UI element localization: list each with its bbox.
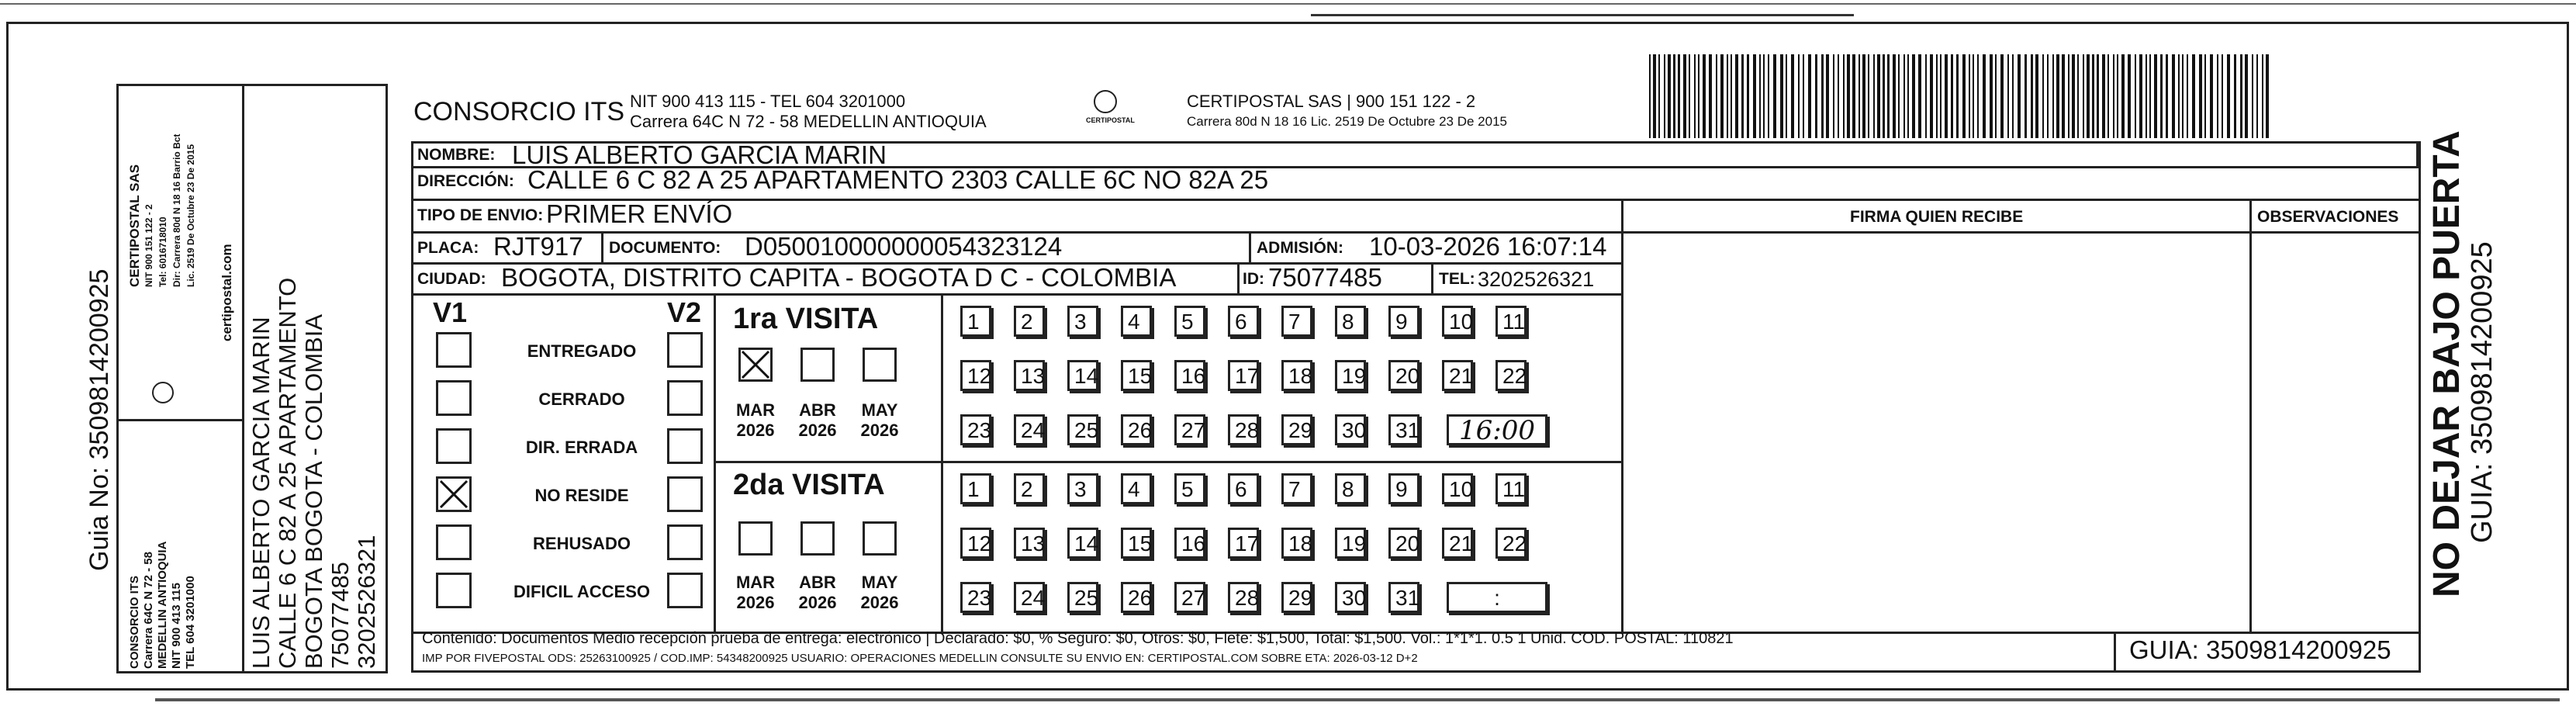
time-box[interactable]: : <box>1447 582 1547 613</box>
barcode-bar <box>1668 54 1671 138</box>
barcode-bar <box>2187 54 2188 138</box>
barcode-bar <box>1727 54 1728 138</box>
month-label <box>852 573 908 613</box>
barcode-bar <box>1821 54 1824 138</box>
barcode-bar <box>1852 54 1855 138</box>
barcode-bar <box>1753 54 1756 138</box>
day-box[interactable]: 15 <box>1121 528 1152 559</box>
barcode-bar <box>1786 54 1787 138</box>
month-year: 2026 <box>798 593 837 612</box>
day-box[interactable]: 31 <box>1388 414 1419 445</box>
barcode-bar <box>1709 54 1712 138</box>
day-box[interactable]: 6 <box>1228 306 1259 337</box>
month-checkbox[interactable] <box>863 521 897 556</box>
day-box[interactable]: 26 <box>1121 414 1152 445</box>
barcode-bar <box>2256 54 2258 138</box>
day-box[interactable]: 27 <box>1174 414 1205 445</box>
barcode-bar <box>2087 54 2090 138</box>
day-box[interactable]: 13 <box>1014 528 1045 559</box>
month-year: 2026 <box>860 593 899 612</box>
day-box[interactable]: 22 <box>1495 360 1527 391</box>
barcode-bar <box>1945 54 1948 138</box>
day-box[interactable]: 23 <box>960 414 991 445</box>
day-box[interactable]: 7 <box>1281 473 1312 504</box>
barcode-bar <box>2007 54 2009 138</box>
day-box[interactable]: 31 <box>1388 582 1419 613</box>
barcode-bar <box>1956 54 1959 138</box>
barcode-bar <box>1689 54 1690 138</box>
direccion-label: DIRECCIÓN: <box>417 172 514 190</box>
barcode-bar <box>1940 54 1942 138</box>
row-divider-v <box>1249 231 1251 262</box>
day-box[interactable]: 21 <box>1442 360 1473 391</box>
barcode-bar <box>1735 54 1738 138</box>
day-box[interactable]: 17 <box>1228 360 1259 391</box>
day-box[interactable]: 22 <box>1495 528 1527 559</box>
barcode-bar <box>2182 54 2184 138</box>
top-edge-line-2 <box>0 3 2576 5</box>
barcode-bar <box>2204 54 2206 138</box>
tipo-label: TIPO DE ENVIO: <box>417 206 544 224</box>
status-checkbox-v1[interactable] <box>436 380 472 416</box>
barcode-bar <box>1883 54 1885 138</box>
barcode-bar <box>1653 54 1656 138</box>
day-box[interactable]: 19 <box>1335 360 1366 391</box>
barcode-bar <box>2068 54 2069 138</box>
barcode-bar <box>2042 54 2044 138</box>
day-box[interactable]: 21 <box>1442 528 1473 559</box>
form-left-border <box>411 166 413 670</box>
barcode-bar <box>2024 54 2027 138</box>
status-option-label: DIFICIL ACCESO <box>513 582 650 601</box>
status-option-label: DIR. ERRADA <box>525 438 638 457</box>
barcode-bar <box>1843 54 1845 138</box>
row-divider-v <box>1237 262 1240 293</box>
barcode-bar <box>1658 54 1660 138</box>
status-checkbox-v2[interactable] <box>667 380 703 416</box>
barcode-bar <box>2199 54 2202 138</box>
month-name: MAY <box>861 573 898 592</box>
barcode-bar <box>1859 54 1860 138</box>
day-box[interactable]: 11 <box>1495 473 1527 504</box>
certipostal-logo-text: CERTIPOSTAL <box>1086 116 1135 124</box>
day-box[interactable]: 2 <box>1014 473 1045 504</box>
barcode-bar <box>1773 54 1776 138</box>
barcode-bar <box>1649 54 1651 138</box>
day-box[interactable]: 14 <box>1067 360 1098 391</box>
day-box[interactable]: 9 <box>1388 473 1419 504</box>
day-box[interactable]: 1 <box>960 306 991 337</box>
barcode-bar <box>1798 54 1800 138</box>
barcode-bar <box>2210 54 2213 138</box>
barcode-bar <box>1962 54 1966 138</box>
status-option-label: REHUSADO <box>533 534 631 553</box>
status-checkbox-v2[interactable] <box>667 476 703 512</box>
checkmark-x-icon <box>438 479 469 510</box>
barcode-bar <box>1720 54 1724 138</box>
tel-value: 3202526321 <box>1478 268 1595 291</box>
barcode-bar <box>1759 54 1761 138</box>
barcode-bar <box>1847 54 1850 138</box>
admision-label: ADMISIÓN: <box>1257 239 1343 257</box>
barcode-bar <box>1898 54 1900 138</box>
barcode-bar <box>1791 54 1794 138</box>
nombre-label: NOMBRE: <box>417 146 496 164</box>
month-name: MAR <box>735 400 776 420</box>
header-certi-line1: CERTIPOSTAL SAS | 900 151 122 - 2 <box>1187 92 1476 111</box>
status-checkbox-v1[interactable] <box>436 476 472 512</box>
day-box[interactable]: 20 <box>1388 528 1419 559</box>
second-visit-title: 2da VISITA <box>733 469 885 501</box>
day-box[interactable]: 11 <box>1495 306 1527 337</box>
day-box[interactable]: 6 <box>1228 473 1259 504</box>
documento-label: DOCUMENTO: <box>609 239 721 257</box>
barcode-bar <box>2077 54 2079 138</box>
status-checkbox-v1[interactable] <box>436 524 472 560</box>
month-name: MAR <box>735 573 776 592</box>
footer-contenido: Contenido: Documentos Medio recepción prueba de entrega: electrónico | Declarado: $0, % Seguro: $0, Otros: $0, Flete: $1,500, Total: $1,500. Vol.: 1*1*1. 0.5 1 Unid. COD. POSTAL: 110821 <box>422 630 1734 647</box>
tel-label: TEL: <box>1439 270 1475 288</box>
day-box[interactable]: 14 <box>1067 528 1098 559</box>
barcode-bar <box>2092 54 2094 138</box>
barcode-bar <box>1951 54 1953 138</box>
day-box[interactable]: 4 <box>1121 306 1152 337</box>
barcode-bar <box>2245 54 2248 138</box>
stub-guia-number: Guia No: 3509814200925 <box>85 268 114 571</box>
month-name: ABR <box>799 400 836 420</box>
nombre-value: LUIS ALBERTO GARCIA MARIN <box>512 140 887 169</box>
barcode-bar <box>1747 54 1749 138</box>
barcode-bar <box>1716 54 1717 138</box>
observ-label: OBSERVACIONES <box>2257 208 2399 226</box>
barcode-bar <box>1873 54 1875 138</box>
barcode-bar <box>1912 54 1915 138</box>
day-box[interactable]: 19 <box>1335 528 1366 559</box>
barcode-bar <box>2146 54 2147 138</box>
barcode-bar <box>2166 54 2168 138</box>
barcode-bar <box>2252 54 2253 138</box>
barcode-bar <box>1930 54 1933 138</box>
month-label <box>728 573 783 613</box>
barcode-bar <box>1936 54 1938 138</box>
barcode-bar <box>2107 54 2109 138</box>
checkmark-x-icon <box>741 350 770 379</box>
firma-divider <box>1621 199 1623 632</box>
placa-label: PLACA: <box>417 239 479 257</box>
barcode-bar <box>2056 54 2059 138</box>
day-box[interactable]: 16 <box>1174 528 1205 559</box>
header-company-line1: NIT 900 413 115 - TEL 604 3201000 <box>630 92 906 111</box>
barcode-bar <box>2227 54 2230 138</box>
barcode-bar <box>1673 54 1675 138</box>
barcode-bar <box>2062 54 2065 138</box>
right-divider <box>2419 141 2421 670</box>
barcode-bar <box>1664 54 1665 138</box>
status-checkbox-v1[interactable] <box>436 573 472 608</box>
footer-imp: IMP POR FIVEPOSTAL ODS: 25263100925 / COD.IMP: 54348200925 USUARIO: OPERACIONES MEDELLIN CONSULTE SU ENVIO EN: CERTIPOSTAL.COM SOBRE ETA: 2026-03-12 D+2 <box>422 652 1418 665</box>
barcode-bar <box>1833 54 1834 138</box>
day-box[interactable]: 5 <box>1174 306 1205 337</box>
ciudad-value: BOGOTA, DISTRITO CAPITA - BOGOTA D C - COLOMBIA <box>501 263 1177 292</box>
barcode <box>1649 54 2271 138</box>
barcode-bar <box>1826 54 1829 138</box>
top-edge-line <box>1311 14 1854 16</box>
footer-guia-divider <box>2114 632 2116 670</box>
barcode-bar <box>1995 54 1997 138</box>
observ-divider <box>2249 199 2252 632</box>
status-checkbox-v2[interactable] <box>667 573 703 608</box>
barcode-bar <box>1983 54 1986 138</box>
barcode-bar <box>2154 54 2157 138</box>
status-checkbox-v1[interactable] <box>436 332 472 368</box>
footer-bottom <box>411 670 2421 673</box>
footer-guia: GUIA: 3509814200925 <box>2129 635 2391 664</box>
status-checkbox-v2[interactable] <box>667 332 703 368</box>
day-box[interactable]: 15 <box>1121 360 1152 391</box>
time-box[interactable]: 16:00 <box>1447 414 1547 445</box>
day-box[interactable]: 3 <box>1067 306 1098 337</box>
direccion-value: CALLE 6 C 82 A 25 APARTAMENTO 2303 CALLE 6C NO 82A 25 <box>527 165 1269 194</box>
visit-row-divider <box>714 461 1621 463</box>
month-year: 2026 <box>860 421 899 440</box>
barcode-bar <box>2113 54 2114 138</box>
month-checkbox[interactable] <box>800 348 835 382</box>
status-option-label: NO RESIDE <box>534 486 629 505</box>
barcode-bar <box>1973 54 1974 138</box>
day-box[interactable]: 17 <box>1228 528 1259 559</box>
barcode-bar <box>2035 54 2038 138</box>
barcode-bar <box>1678 54 1680 138</box>
barcode-bar <box>1887 54 1890 138</box>
day-box[interactable]: 3 <box>1067 473 1098 504</box>
barcode-bar <box>2172 54 2175 138</box>
day-box[interactable]: 30 <box>1335 414 1366 445</box>
day-box[interactable]: 8 <box>1335 306 1366 337</box>
day-box[interactable]: 12 <box>960 360 991 391</box>
barcode-bar <box>1698 54 1699 138</box>
barcode-bar <box>2266 54 2269 138</box>
month-name: MAY <box>861 400 898 420</box>
barcode-bar <box>2222 54 2223 138</box>
barcode-bar <box>2031 54 2033 138</box>
barcode-bar <box>2012 54 2014 138</box>
barcode-bar <box>2262 54 2263 138</box>
barcode-bar <box>2139 54 2142 138</box>
barcode-bar <box>1868 54 1869 138</box>
stub-divider <box>116 419 244 421</box>
id-label: ID: <box>1243 270 1264 288</box>
month-year: 2026 <box>736 593 775 612</box>
day-box[interactable]: 24 <box>1014 414 1045 445</box>
day-box[interactable]: 24 <box>1014 582 1045 613</box>
barcode-bar <box>1925 54 1927 138</box>
day-box[interactable]: 16 <box>1174 360 1205 391</box>
month-label <box>728 400 783 441</box>
barcode-bar <box>1768 54 1769 138</box>
barcode-bar <box>2192 54 2195 138</box>
month-label <box>852 400 908 441</box>
status-checkbox-v2[interactable] <box>667 428 703 464</box>
day-box[interactable]: 29 <box>1281 582 1312 613</box>
barcode-bar <box>1990 54 1993 138</box>
barcode-bar <box>2117 54 2118 138</box>
admision-value: 10-03-2026 16:07:14 <box>1369 232 1607 261</box>
barcode-bar <box>1703 54 1706 138</box>
day-box[interactable]: 18 <box>1281 360 1312 391</box>
certipostal-logo-icon <box>1094 90 1117 113</box>
barcode-bar <box>1683 54 1686 138</box>
barcode-bar <box>2102 54 2105 138</box>
placa-value: RJT917 <box>493 232 583 261</box>
ciudad-label: CIUDAD: <box>417 270 486 288</box>
barcode-bar <box>1763 54 1765 138</box>
day-box[interactable]: 25 <box>1067 582 1098 613</box>
first-visit-title: 1ra VISITA <box>733 303 879 335</box>
barcode-bar <box>2072 54 2075 138</box>
day-box[interactable]: 25 <box>1067 414 1098 445</box>
header-company: CONSORCIO ITS <box>413 97 625 126</box>
day-box[interactable]: 8 <box>1335 473 1366 504</box>
tipo-value: PRIMER ENVÍO <box>546 199 733 228</box>
barcode-bar <box>1838 54 1839 138</box>
day-box[interactable]: 28 <box>1228 414 1259 445</box>
header-company-line2: Carrera 64C N 72 - 58 MEDELLIN ANTIOQUIA <box>630 112 987 131</box>
barcode-bar <box>1862 54 1865 138</box>
day-box[interactable]: 5 <box>1174 473 1205 504</box>
barcode-bar <box>2083 54 2084 138</box>
day-box[interactable]: 18 <box>1281 528 1312 559</box>
month-year: 2026 <box>798 421 837 440</box>
no-dejar-bajo-puerta: NO DEJAR BAJO PUERTA <box>2426 130 2467 597</box>
month-checkbox[interactable] <box>800 521 835 556</box>
barcode-bar <box>2121 54 2125 138</box>
barcode-bar <box>1969 54 1970 138</box>
day-box[interactable]: 7 <box>1281 306 1312 337</box>
barcode-bar <box>2240 54 2242 138</box>
barcode-bar <box>1907 54 1909 138</box>
barcode-bar <box>1877 54 1880 138</box>
v2-label: V2 <box>667 296 702 328</box>
documento-value: D050010000000054323124 <box>745 232 1063 261</box>
day-box[interactable]: 29 <box>1281 414 1312 445</box>
barcode-bar <box>1815 54 1817 138</box>
barcode-bar <box>2128 54 2131 138</box>
firma-header-line <box>1621 231 2419 234</box>
stub-recipient-block: LUIS ALBERTO GARCIA MARIN CALLE 6 C 82 A 25 APARTAMENTO BOGOTA BOGOTA - COLOMBIA 75077485 3202526321 <box>247 277 380 669</box>
id-value: 75077485 <box>1268 263 1382 292</box>
barcode-bar <box>2217 54 2218 138</box>
day-box[interactable]: 10 <box>1442 473 1473 504</box>
day-box[interactable]: 20 <box>1388 360 1419 391</box>
status-checkbox-v1[interactable] <box>436 428 472 464</box>
day-box[interactable]: 28 <box>1228 582 1259 613</box>
day-box[interactable]: 10 <box>1442 306 1473 337</box>
v1-label: V1 <box>433 296 468 328</box>
barcode-bar <box>2160 54 2163 138</box>
barcode-bar <box>1977 54 1979 138</box>
barcode-bar <box>2018 54 2021 138</box>
barcode-bar <box>2047 54 2049 138</box>
month-label <box>790 573 845 613</box>
barcode-bar <box>2135 54 2136 138</box>
barcode-bar <box>2097 54 2099 138</box>
barcode-bar <box>1741 54 1744 138</box>
row-divider-v <box>1431 262 1433 293</box>
barcode-bar <box>2052 54 2054 138</box>
day-box[interactable]: 12 <box>960 528 991 559</box>
stub-certipostal-logo-icon <box>152 382 174 403</box>
barcode-bar <box>2149 54 2151 138</box>
barcode-bar <box>1803 54 1804 138</box>
barcode-bar <box>1808 54 1811 138</box>
day-box[interactable]: 4 <box>1121 473 1152 504</box>
barcode-bar <box>1918 54 1921 138</box>
header-certi-line2: Carrera 80d N 18 16 Lic. 2519 De Octubre 23 De 2015 <box>1187 114 1507 129</box>
right-guia: GUIA: 3509814200925 <box>2466 241 2498 543</box>
row-divider <box>411 293 1621 296</box>
barcode-bar <box>1893 54 1896 138</box>
barcode-bar <box>2234 54 2236 138</box>
day-box[interactable]: 26 <box>1121 582 1152 613</box>
month-name: ABR <box>799 573 836 592</box>
barcode-bar <box>2178 54 2180 138</box>
status-checkbox-v2[interactable] <box>667 524 703 560</box>
stub-website: certipostal.com <box>220 244 234 341</box>
bottom-edge-line <box>155 698 2560 701</box>
day-box[interactable]: 1 <box>960 473 991 504</box>
month-checkbox[interactable] <box>738 521 773 556</box>
barcode-bar <box>1780 54 1783 138</box>
month-label <box>790 400 845 441</box>
barcode-bar <box>2000 54 2004 138</box>
day-box[interactable]: 23 <box>960 582 991 613</box>
day-box[interactable]: 9 <box>1388 306 1419 337</box>
day-box[interactable]: 2 <box>1014 306 1045 337</box>
stub-company-block: CONSORCIO ITS Carrera 64C N 72 - 58 MEDELLIN ANTIOQUIA NIT 900 413 115 TEL 604 3201000 <box>128 541 197 669</box>
month-checkbox[interactable] <box>738 348 773 382</box>
month-checkbox[interactable] <box>863 348 897 382</box>
barcode-bar <box>1694 54 1696 138</box>
barcode-bar <box>1903 54 1905 138</box>
barcode-bar <box>1731 54 1732 138</box>
row-divider-v <box>601 231 603 262</box>
stub-certipostal-block: CERTIPOSTAL SAS NIT 900 151 122 - 2 Tel: 6016718010 Dir: Carrera 80d N 18 16 Barrio Bct Lic. 2519 De Octubre 23 De 2015 <box>127 133 196 287</box>
firma-label: FIRMA QUIEN RECIBE <box>1850 208 2024 226</box>
day-box[interactable]: 13 <box>1014 360 1045 391</box>
day-box[interactable]: 30 <box>1335 582 1366 613</box>
day-box[interactable]: 27 <box>1174 582 1205 613</box>
status-option-label: ENTREGADO <box>527 341 637 361</box>
status-option-label: CERRADO <box>538 389 625 409</box>
month-year: 2026 <box>736 421 775 440</box>
